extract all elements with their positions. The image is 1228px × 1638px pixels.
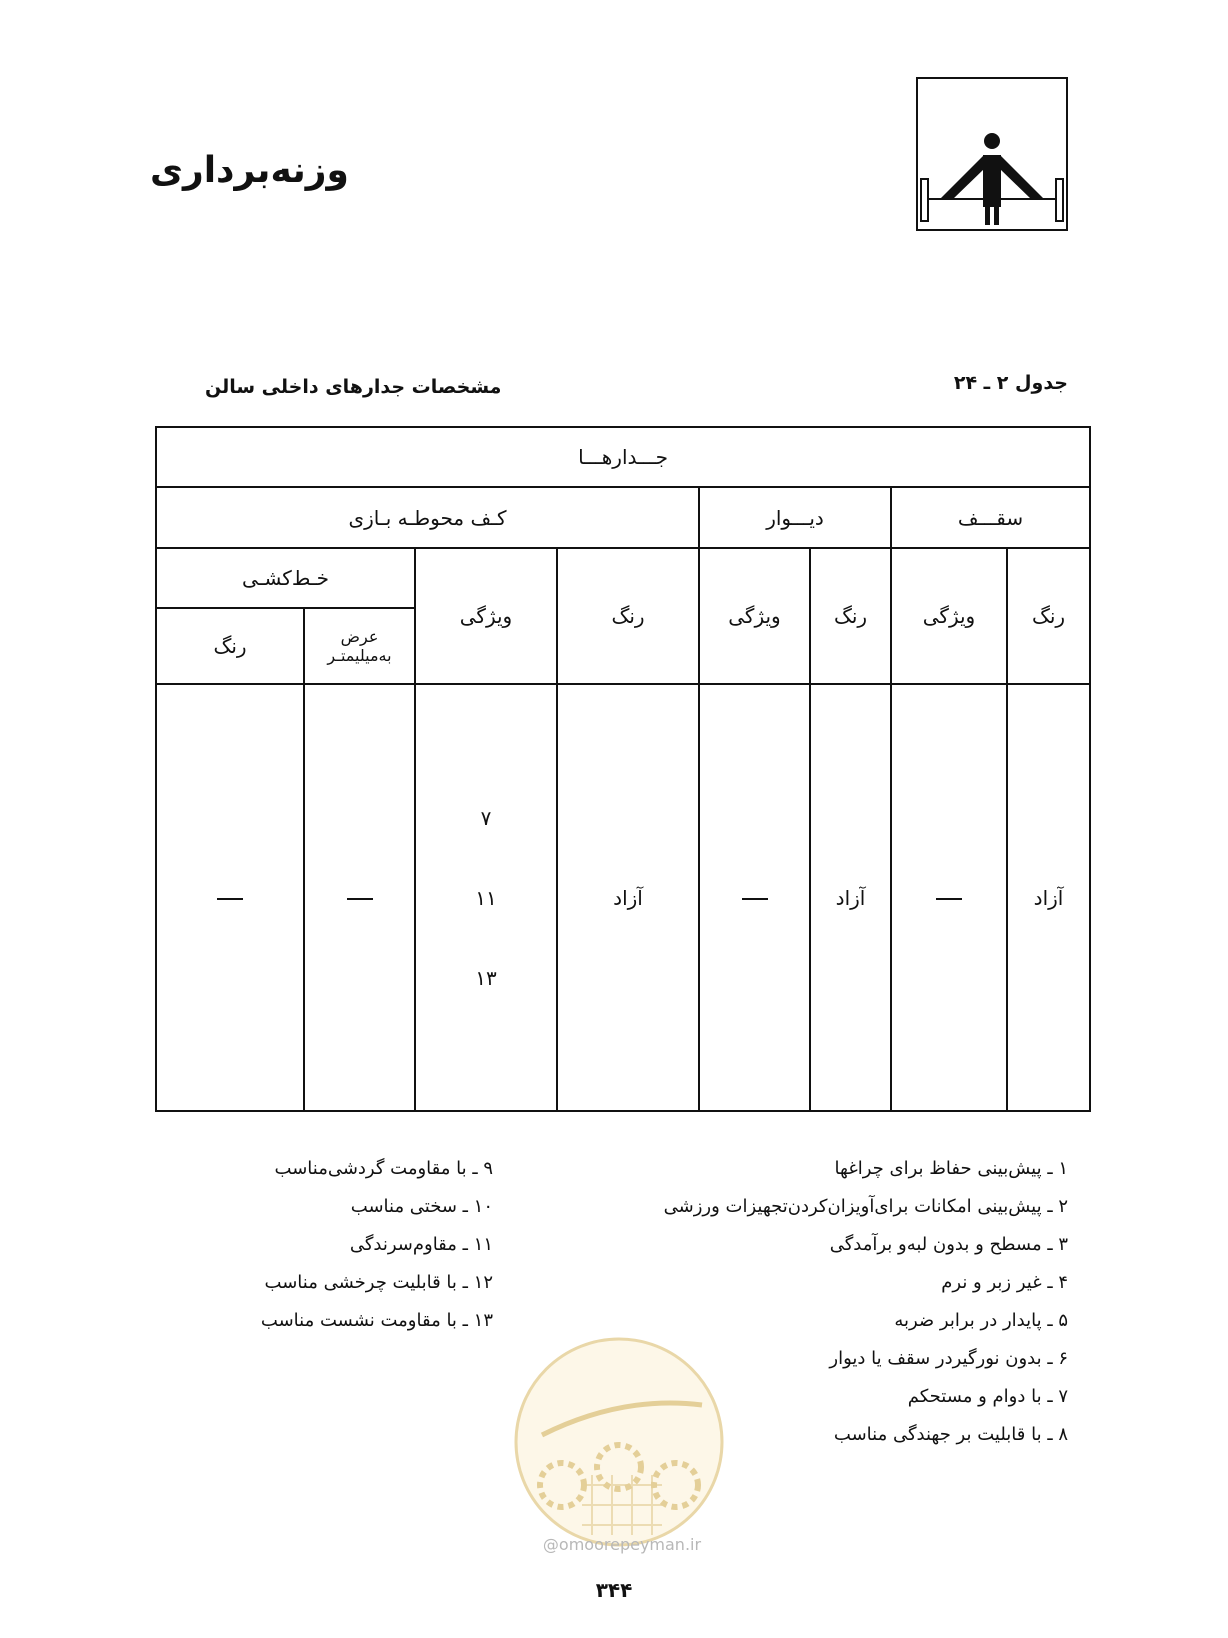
- floor-feature-ref: ۷: [480, 805, 492, 830]
- empty-dash: [936, 898, 962, 900]
- gear-seal-icon: [512, 1335, 726, 1549]
- note-item: ۷ ـ با دوام و مستحکم: [907, 1386, 1068, 1407]
- group-ceiling: سقـــف: [891, 487, 1090, 548]
- floor-feature-values: [415, 684, 557, 1111]
- line-width-value: [304, 684, 415, 1111]
- floor-feature-ref: ۱۳: [475, 965, 497, 990]
- empty-dash: [217, 898, 243, 900]
- line-color-header: رنگ: [156, 608, 304, 684]
- note-item: ۸ ـ با قابلیت بر جهندگی مناسب: [833, 1424, 1068, 1445]
- group-floor: کـف محوطـه بـازی: [156, 487, 699, 548]
- ceiling-color-header: رنگ: [1007, 548, 1090, 684]
- note-item: ۱۰ ـ سختی مناسب: [350, 1196, 493, 1217]
- group-wall: دیـــوار: [699, 487, 891, 548]
- floor-feature-header: ویژگی: [415, 548, 557, 684]
- table-header: جـــدارهـــا: [156, 427, 1090, 487]
- ceiling-color-value: آزاد: [1007, 684, 1090, 1111]
- empty-dash: [742, 898, 768, 900]
- note-item: ۴ ـ غیر زبر و نرم: [941, 1272, 1068, 1293]
- floor-color-value: آزاد: [557, 684, 699, 1111]
- line-width-unit: به‌میلیمتـر: [327, 646, 392, 665]
- weightlifting-icon: [916, 77, 1068, 231]
- floor-feature-ref: ۱۱: [475, 885, 497, 910]
- note-item: ۱۱ ـ مقاوم‌سرندگی: [349, 1234, 493, 1255]
- wall-color-value: آزاد: [810, 684, 891, 1111]
- note-item: ۱ ـ پیش‌بینی حفاظ برای چراغها: [834, 1158, 1068, 1179]
- empty-dash: [347, 898, 373, 900]
- note-item: ۵ ـ پایدار در برابر ضربه: [894, 1310, 1068, 1331]
- note-item: ۳ ـ مسطح و بدون لبه‌و برآمدگی: [829, 1234, 1068, 1255]
- line-width-header: [304, 608, 415, 684]
- ceiling-feature-value: [891, 684, 1007, 1111]
- note-item: ۱۳ ـ با مقاومت نشست مناسب: [260, 1310, 493, 1331]
- wall-feature-header: ویژگی: [699, 548, 810, 684]
- page-number: ۳۴۴: [595, 1578, 633, 1602]
- table-caption: مشخصات جدارهای داخلی سالن: [205, 376, 502, 398]
- table-number: جدول ۲ ـ ۲۴: [953, 372, 1068, 394]
- wall-feature-value: [699, 684, 810, 1111]
- line-marking-header: خـط‌کشـی: [156, 548, 415, 608]
- note-item: ۹ ـ با مقاومت گردشی‌مناسب: [274, 1158, 493, 1179]
- notes-list-left: [193, 1150, 493, 1340]
- note-item: ۶ ـ بدون نورگیردر سقف یا دیوار: [829, 1348, 1068, 1369]
- note-item: ۱۲ ـ با قابلیت چرخشی مناسب: [264, 1272, 493, 1293]
- note-item: ۲ ـ پیش‌بینی امکانات برای‌آویزان‌کردن‌تجهیزات ورزشی: [663, 1196, 1068, 1217]
- floor-color-header: رنگ: [557, 548, 699, 684]
- wall-specification-table: [155, 426, 1091, 1112]
- wall-color-header: رنگ: [810, 548, 891, 684]
- ceiling-feature-header: ویژگی: [891, 548, 1007, 684]
- watermark-url: @omoorepeyman.ir: [542, 1535, 702, 1554]
- line-color-value: [156, 684, 304, 1111]
- page-title: وزنه‌برداری: [150, 150, 349, 191]
- line-width-label: عرض: [340, 627, 379, 646]
